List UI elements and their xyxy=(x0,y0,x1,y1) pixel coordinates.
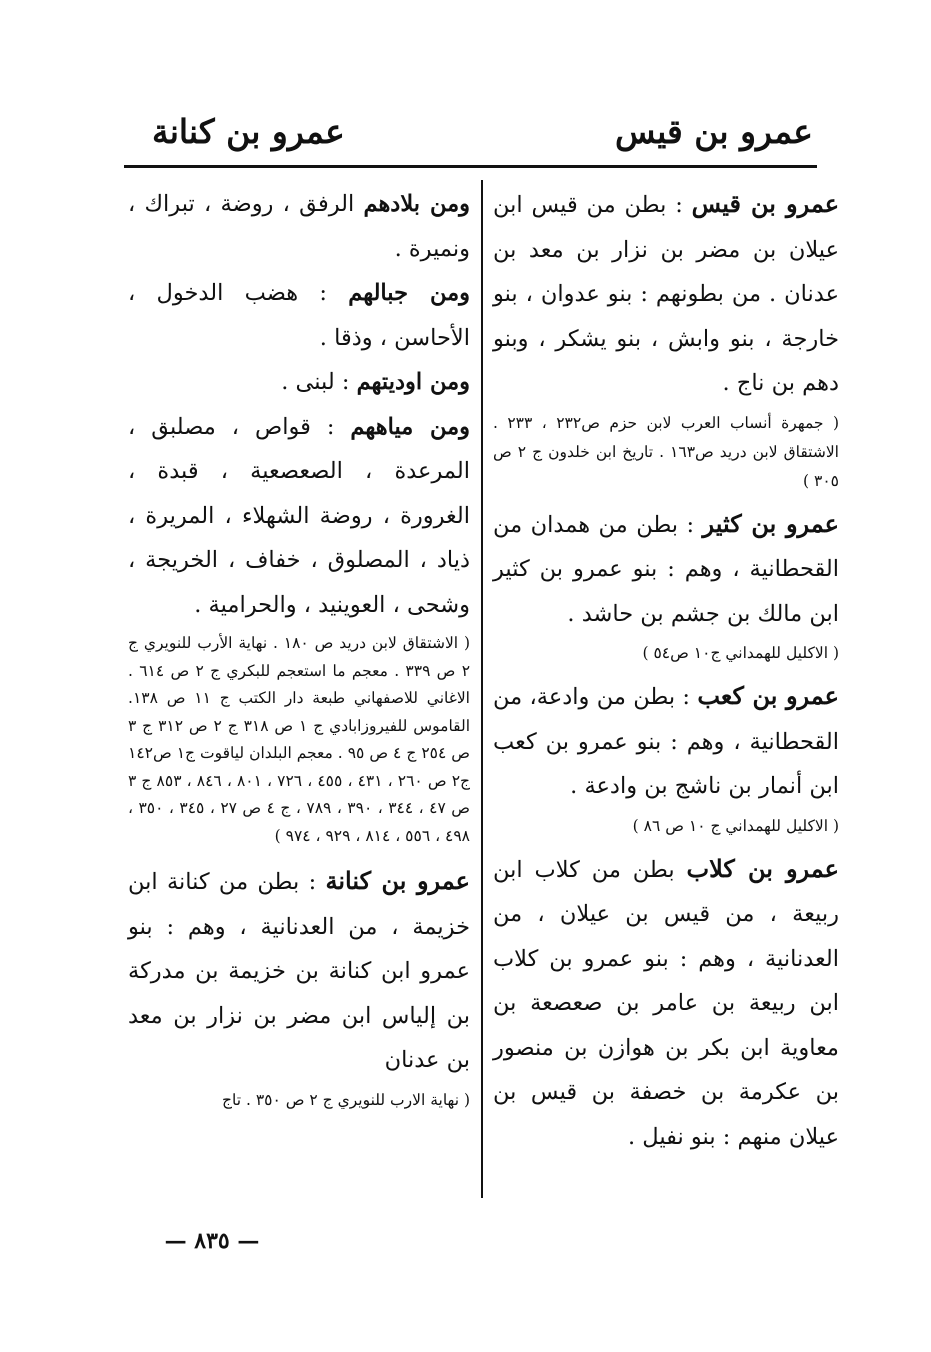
running-head-right: عمرو بن قيس xyxy=(615,112,813,151)
entry-term: عمرو بن كلاب xyxy=(686,853,839,883)
entry-amr-ibn-kinana xyxy=(128,859,470,1083)
paragraph-lead: ومن مياههم xyxy=(350,413,470,440)
paragraph-lead: ومن اوديتهم xyxy=(356,369,470,395)
entry-term: عمرو بن كثير xyxy=(702,508,839,538)
reference-note: ( جمهرة أنساب العرب لابن حزم ص٢٣٢ ، ٢٣٣ . الاشتقاق لابن دريد ص١٦٣ . تاريخ ابن خلدون ج ٢ ص ٣٠٥ ) xyxy=(493,413,839,490)
entry-amr-ibn-kaab xyxy=(493,674,839,809)
paragraph-waters xyxy=(128,405,470,628)
page-number: — ٨٣٥ — xyxy=(164,1228,260,1254)
paragraph-valleys xyxy=(128,360,470,405)
paragraph-text: : لبنى . xyxy=(281,369,350,395)
entry-text: : بطن من وادعة، من القحطانية ، وهم : بنو عمرو بن كعب ابن أنمار بن ناشج بن وادعة . xyxy=(493,684,839,799)
entry-text: : بطن من همدان من القحطانية ، وهم : بنو عمرو بن كثير ابن مالك بن جشم بن حاشد . xyxy=(493,511,839,627)
running-head-left: عمرو بن كنانة xyxy=(152,112,345,151)
paragraph-lead: ومن بلادهم xyxy=(363,191,470,217)
entry-amr-ibn-qays xyxy=(493,182,839,406)
entry-term: عمرو بن كعب xyxy=(697,681,839,710)
header-rule xyxy=(124,165,817,168)
paragraph-places xyxy=(128,182,470,271)
right-column xyxy=(493,182,839,1159)
paragraph-lead: ومن جبالهم xyxy=(348,280,470,306)
column-divider xyxy=(481,180,483,1198)
entry-amr-ibn-kathir xyxy=(493,502,839,637)
left-column xyxy=(128,182,470,1121)
entry-amr-ibn-kilab xyxy=(493,847,839,1160)
paragraph-mountains xyxy=(128,271,470,360)
paragraph-text: الرفق ، روضة ، تبراك ، ونميرة . xyxy=(128,191,470,262)
entry-term: عمرو بن كنانة xyxy=(325,866,470,895)
reference-note: ( الاكليل للهمداني ج ١٠ ص ٨٦ ) xyxy=(632,816,839,835)
reference-note: ( الاشتقاق لابن دريد ص ١٨٠ . نهاية الأرب للنويري ج ٢ ص ٣٣٩ . معجم ما استعجم للبكري ج ٢ ص ٦١٤ . الاغاني للاصفهاني طبعة دار الكتب ج ١١ ص ١٣٨. القاموس للفيروزابادي ج ١ ص ٣١٨ ج ٢ ص ٣١٢ ج ٣ ص ٢٥٤ ج ٤ ص ٩٥ . معجم البلدان لياقوت ج١ ص١٤٢ ج٢ ص ٢٦٠ ، ٤٣١ ، ٤٥٥ ، ٧٢٦ ، ٨٠١ ، ٨٤٦ ، ٨٥٣ ج ٣ ص ٤٧ ، ٣٤٤ ، ٣٩٠ ، ٧٨٩ ، ج ٤ ص ٢٧ ، ٣٤٥ ، ٣٥٠ ، ٤٩٨ ، ٥٥٦ ، ٨١٤ ، ٩٢٩ ، ٩٧٤ ) xyxy=(128,634,471,845)
entry-text: بطن من كلاب ابن ربيعة ، من قيس بن عيلان ، من العدنانية ، وهم : بنو عمرو بن كلاب ابن ربيعة بن عامر بن صعصعة بن معاوية ابن بكر بن هوازن بن منصور بن عكرمة بن خصفة بن قيس بن عيلان منهم : بنو نفيل . xyxy=(493,856,839,1150)
entry-text: : بطن من قيس ابن عيلان بن مضر بن نزار بن معد بن عدنان . من بطونهم : بنو عدوان ، بنو خارجة ، بنو وابش ، بنو يشكر ، وبنو دهم بن ناج . xyxy=(493,192,839,396)
entry-text: : بطن من كنانة ابن خزيمة ، من العدنانية ، وهم : بنو عمرو ابن كنانة بن خزيمة بن مدركة بن إلياس ابن مضر بن نزار بن معد بن عدنان xyxy=(128,869,470,1073)
reference-note: ( الاكليل للهمداني ج١٠ ص٥٤ ) xyxy=(642,644,839,662)
reference-note: ( نهاية الارب للنويري ج ٢ ص ٣٥٠ . تاج xyxy=(222,1090,470,1109)
paragraph-text: : قواص ، مصلبق ، المرعدة ، الصعصعية ، قبدة ، الغرورة ، روضة الشهلاء ، المريرة ، ذياد ، المصلوق ، خفاف ، الخريجة ، وشحى ، العوينيد ، والحرامية . xyxy=(128,413,470,618)
entry-term: عمرو بن قيس xyxy=(691,189,840,218)
paragraph-text: : هضب الدخول ، الأحاسن ، وذقا . xyxy=(128,280,470,351)
